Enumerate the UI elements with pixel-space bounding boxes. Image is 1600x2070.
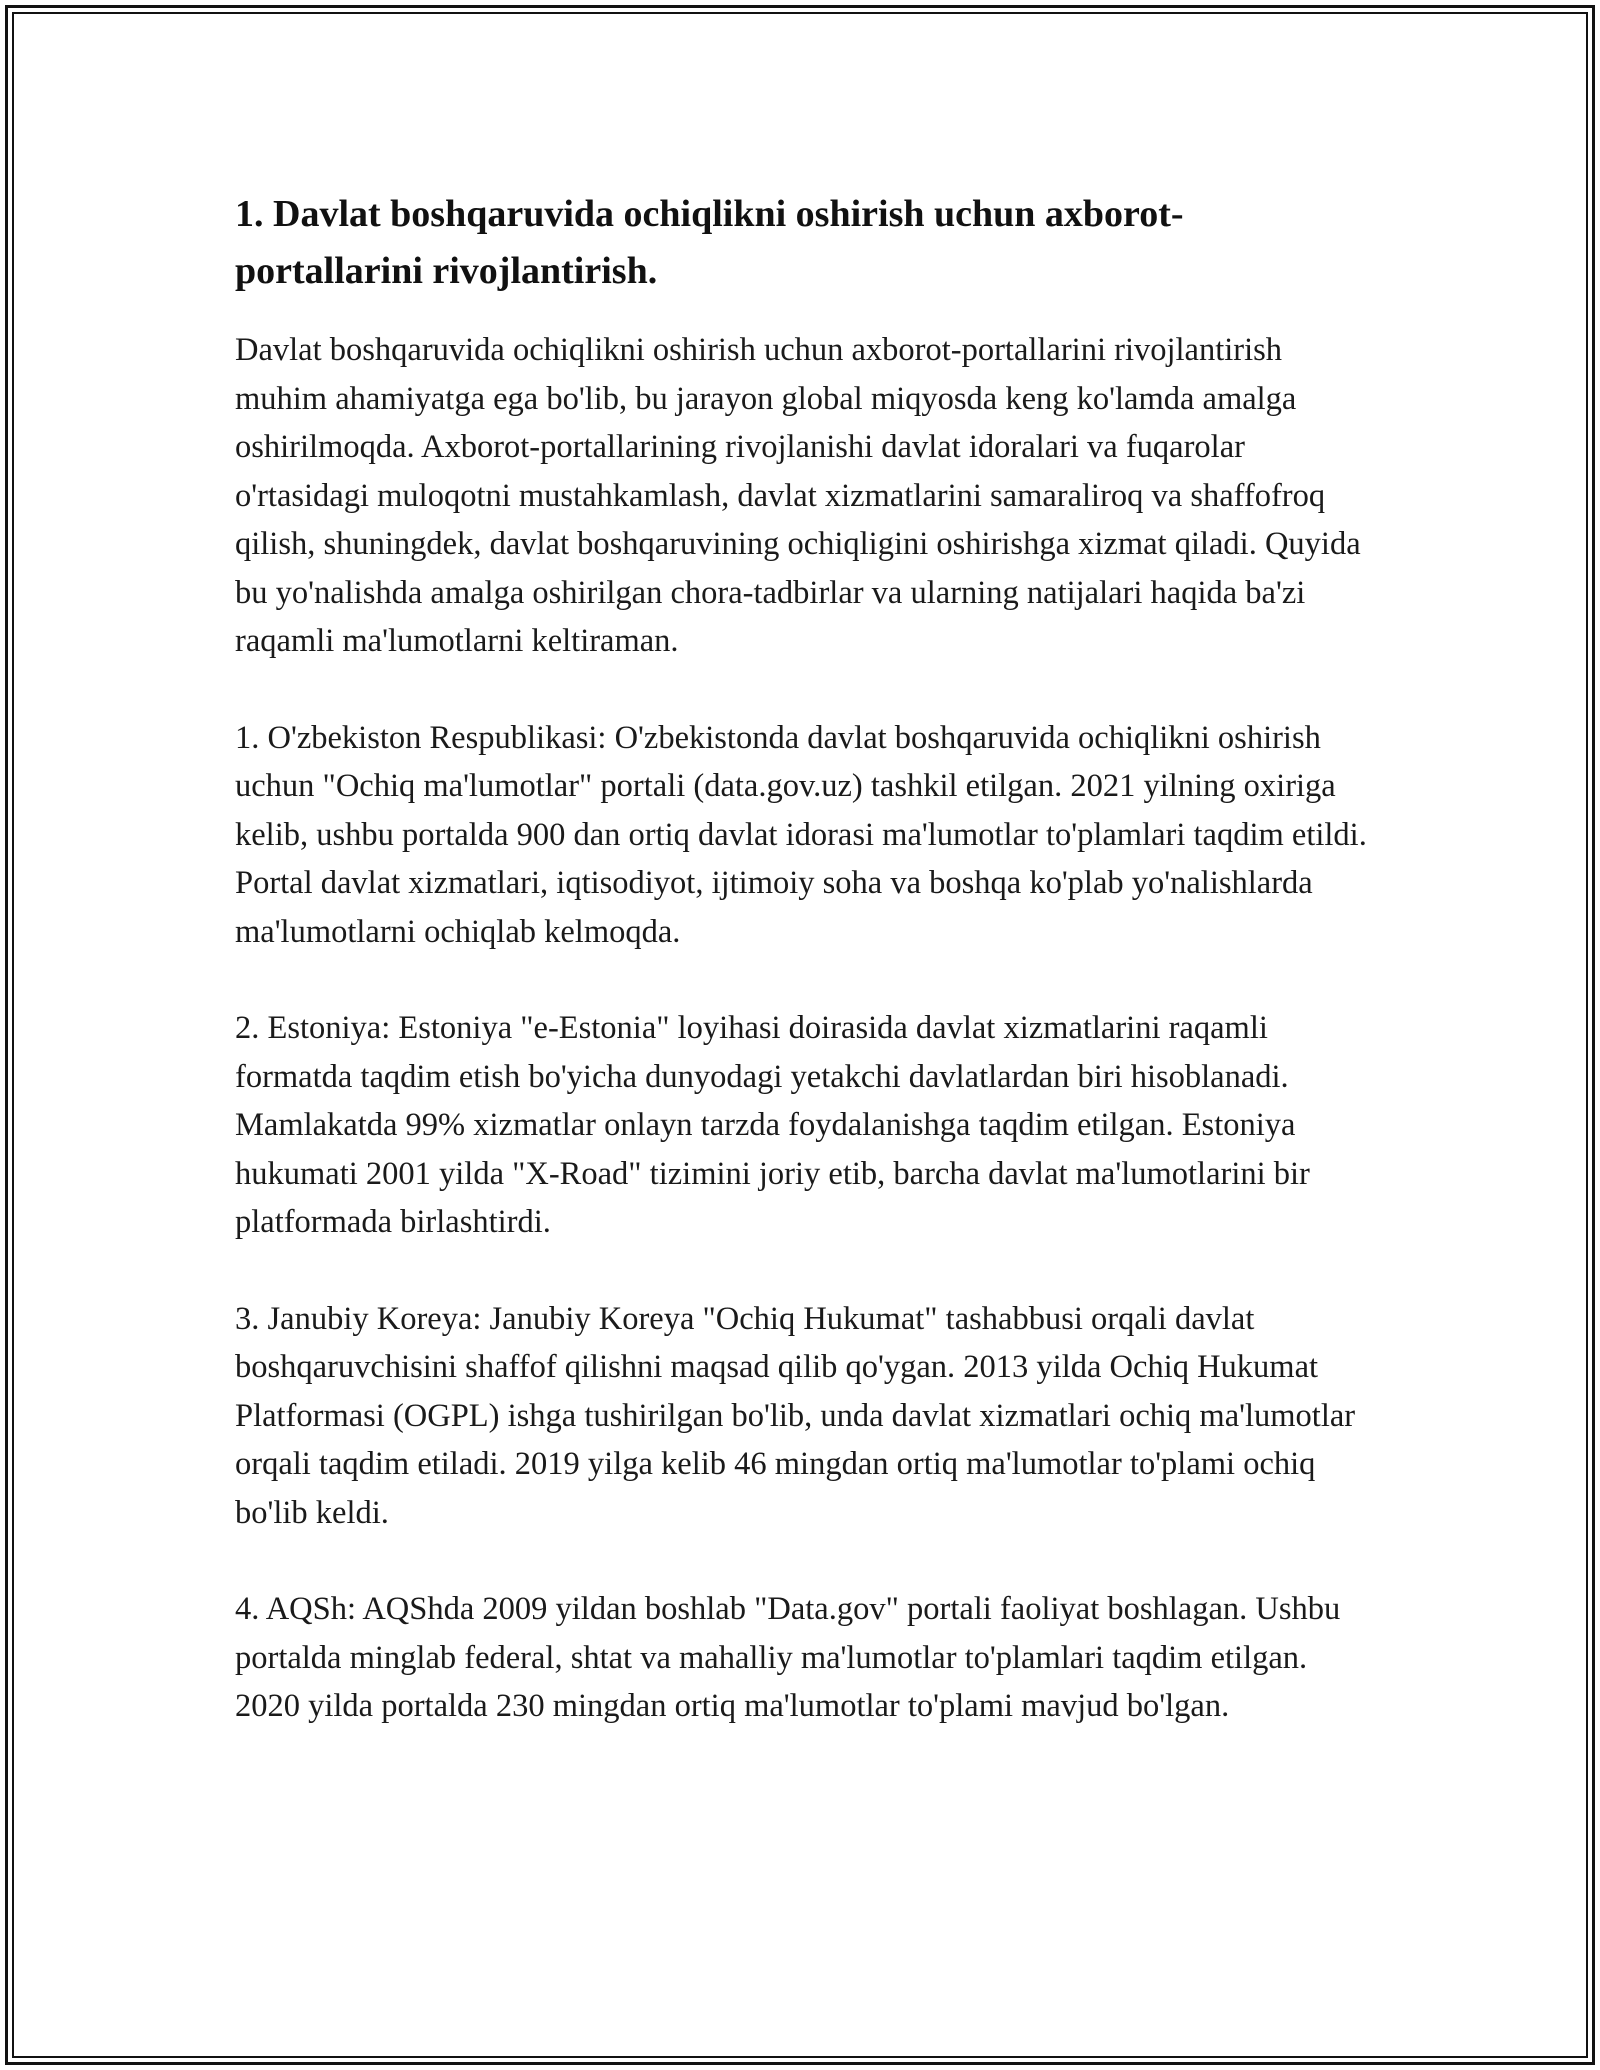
paragraph-estonia: 2. Estoniya: Estoniya "e-Estonia" loyihasi doirasida davlat xizmatlarini raqamli formatda taqdim etish bo'yicha dunyodagi yetakchi davlatlardan biri hisoblanadi. Mamlakatda 99% xizmatlar onlayn tarzda foydalanishga taqdim etilgan. Estoniya hukumati 2001 yilda "X-Road" tizimini joriy etib, barcha davlat ma'lumotlarini bir platformada birlashtirdi. bbox=[235, 1010, 1310, 1240]
paragraph-south-korea: 3. Janubiy Koreya: Janubiy Koreya "Ochiq Hukumat" tashabbusi orqali davlat boshqaruvchisini shaffof qilishni maqsad qilib qo'ygan. 2013 yilda Ochiq Hukumat Platformasi (OGPL) ishga tushirilgan bo'lib, unda davlat xizmatlari ochiq ma'lumotlar orqali taqdim etiladi. 2019 yilga kelib 46 mingdan ortiq ma'lumotlar to'plami ochiq bo'lib keldi. bbox=[235, 1300, 1356, 1531]
section-heading bbox=[235, 186, 1375, 300]
paragraph-uzbekistan: 1. O'zbekiston Respublikasi: O'zbekistonda davlat boshqaruvida ochiqlikni oshirish uchun "Ochiq ma'lumotlar" portali (data.gov.uz) tashkil etilgan. 2021 yilning oxiriga kelib, ushbu portalda 900 dan ortiq davlat idorasi ma'lumotlar to'plamlari taqdim etildi. Portal davlat xizmatlari, iqtisodiyot, ijtimoiy soha va boshqa ko'plab yo'nalishlarda ma'lumotlarni ochiqlab kelmoqda. bbox=[235, 719, 1367, 950]
paragraph-usa: 4. AQSh: AQShda 2009 yildan boshlab "Data.gov" portali faoliyat boshlagan. Ushbu portalda minglab federal, shtat va mahalliy ma'lumotlar to'plamlari taqdim etilgan. 2020 yilda portalda 230 mingdan ortiq ma'lumotlar to'plami mavjud bo'lgan. bbox=[235, 1591, 1341, 1724]
document-body bbox=[235, 186, 1375, 1779]
intro-paragraph: Davlat boshqaruvida ochiqlikni oshirish uchun axborot-portallarini rivojlantirish muhim ahamiyatga ega bo'lib, bu jarayon global miqyosda keng ko'lamda amalga oshirilmoqda. Axborot-portallarining rivojlanishi davlat idoralari va fuqarolar o'rtasidagi muloqotni mustahkamlash, davlat xizmatlarini samaraliroq va shaffofroq qilish, shuningdek, davlat boshqaruvining ochiqligini oshirishga xizmat qiladi. Quyida bu yo'nalishda amalga oshirilgan chora-tadbirlar va ularning natijalari haqida ba'zi raqamli ma'lumotlarni keltiraman. bbox=[235, 332, 1361, 659]
section-heading-line-1: 1. Davlat boshqaruvida ochiqlikni oshirish uchun axborot- bbox=[235, 193, 1184, 235]
section-heading-line-2: portallarini rivojlantirish. bbox=[235, 250, 658, 292]
